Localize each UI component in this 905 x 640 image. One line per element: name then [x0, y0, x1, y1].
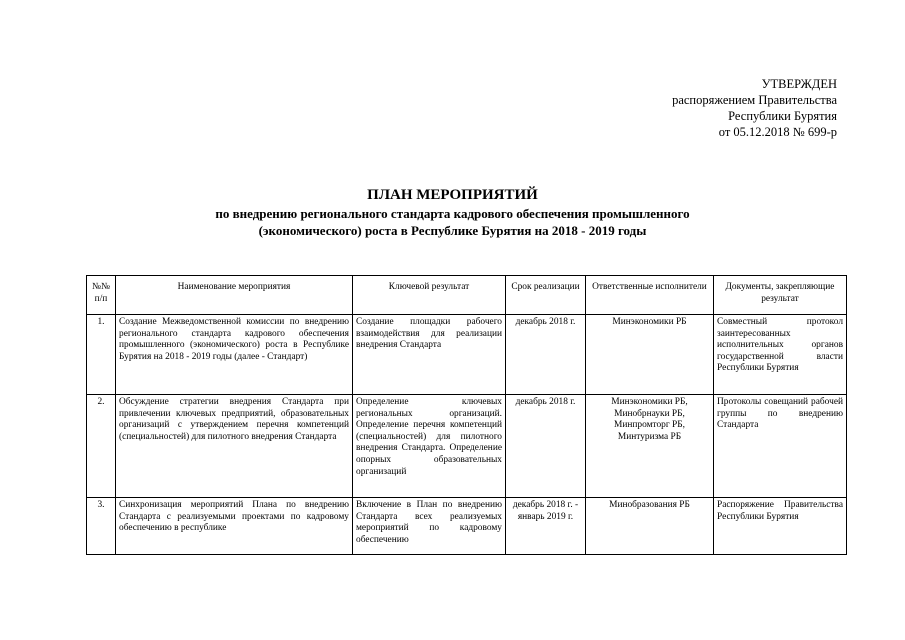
- row-result: Включение в План по внедрению Стандарта всех реализуемых мероприятий по кадровому обеспечению: [353, 498, 506, 555]
- approval-region: Республики Бурятия: [728, 109, 837, 123]
- executor: Минпромторг РБ,: [614, 420, 685, 431]
- approval-title: УТВЕРЖДЕН: [761, 77, 837, 91]
- table-row: [87, 315, 847, 395]
- table-row: [87, 395, 847, 498]
- header-executors: Ответственные исполнители: [586, 276, 714, 315]
- row-num: 2.: [87, 395, 116, 498]
- row-name: Создание Межведомственной комиссии по внедрению регионального стандарта кадрового обеспечения промышленного (экономического) роста в Республике Бурятия на 2018 - 2019 годы (далее - Стандарт): [116, 315, 353, 395]
- row-num: 1.: [87, 315, 116, 395]
- row-term: декабрь 2018 г. - январь 2019 г.: [506, 498, 586, 555]
- approval-issuer: распоряжением Правительства: [672, 93, 837, 107]
- approval-block: [672, 76, 837, 140]
- row-executors: [586, 498, 714, 555]
- document-title: [0, 185, 905, 239]
- row-term: декабрь 2018 г.: [506, 395, 586, 498]
- title-main: ПЛАН МЕРОПРИЯТИЙ: [367, 187, 538, 203]
- row-name: Синхронизация мероприятий Плана по внедрению Стандарта с реализуемыми проектами по кадровому обеспечению в республике: [116, 498, 353, 555]
- row-result: Создание площадки рабочего взаимодействия для реализации внедрения Стандарта: [353, 315, 506, 395]
- approval-date-number: от 05.12.2018 № 699-р: [718, 125, 837, 139]
- title-sub-line-2: (экономического) роста в Республике Бурятия на 2018 - 2019 годы: [258, 223, 647, 238]
- row-term: декабрь 2018 г.: [506, 315, 586, 395]
- executor: Минтуризма РБ: [617, 431, 682, 442]
- executor: Минэкономики РБ: [612, 317, 687, 327]
- header-name: Наименование мероприятия: [116, 276, 353, 315]
- executor: Минэкономики РБ,: [611, 397, 688, 407]
- row-num: 3.: [87, 498, 116, 555]
- table-header-row: [87, 276, 847, 315]
- table-row: [87, 498, 847, 555]
- plan-table: [86, 275, 847, 555]
- row-documents: Распоряжение Правительства Республики Бурятия: [714, 498, 847, 555]
- header-term: Срок реализации: [506, 276, 586, 315]
- row-executors: [586, 315, 714, 395]
- row-documents: Совместный протокол заинтересованных исполнительных органов государственной власти Республики Бурятия: [714, 315, 847, 395]
- executor: Минобразования РБ: [609, 500, 690, 510]
- header-result: Ключевой результат: [353, 276, 506, 315]
- header-documents: Документы, закрепляющие результат: [714, 276, 847, 315]
- row-documents: Протоколы совещаний рабочей группы по внедрению Стандарта: [714, 395, 847, 498]
- executor: Минобрнауки РБ,: [614, 408, 685, 419]
- row-executors: [586, 395, 714, 498]
- row-result: Определение ключевых региональных организаций. Определение перечня компетенций (специальностей) для пилотного внедрения Стандарта. Определение опорных образовательных организаций: [353, 395, 506, 498]
- title-sub-line-1: по внедрению регионального стандарта кадрового обеспечения промышленного: [215, 206, 690, 221]
- row-name: Обсуждение стратегии внедрения Стандарта при привлечении ключевых предприятий, образовательных организаций с утверждением перечня компетенций (специальностей) для пилотного внедрения Стандарта: [116, 395, 353, 498]
- header-num: №№ п/п: [87, 276, 116, 315]
